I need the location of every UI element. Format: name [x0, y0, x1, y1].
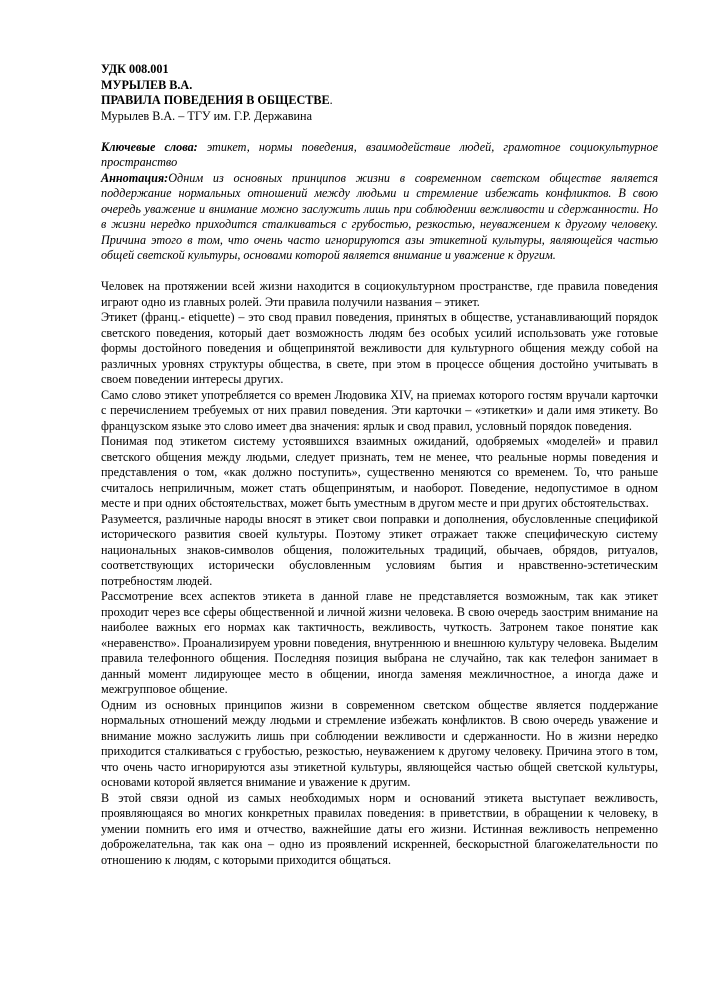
body-paragraph: Рассмотрение всех аспектов этикета в данной главе не представляется возможным, так как этикет проходит через все сферы общественной и личной жизни человека. В свою очередь заострим внимание на наиболее важных его нормах как тактичность, вежливость, чуткость. Затронем такое понятие как «неравенство». Проанализируем уровни поведения, внутреннюю и внешнюю культуру человека. Выделим правила телефонного общения. Последняя позиция выбрана не случайно, так как телефон занимает в данный момент лидирующее место в общении, иногда заменяя межличностное, а иногда даже и межгрупповое общение.: [101, 589, 658, 696]
article-title-text: ПРАВИЛА ПОВЕДЕНИЯ В ОБЩЕСТВЕ: [101, 93, 330, 107]
body-paragraph: В этой связи одной из самых необходимых норм и оснований этикета выступает вежливость, проявляющаяся во многих конкретных правилах поведения: в приветствии, в обращении к человеку, в умении помнить его имя и отчество, важнейшие даты его жизни. Истинная вежливость непременно доброжелательна, так как она – одно из проявлений искренней, бескорыстной благожелательности по отношению к людям, с которыми приходится общаться.: [101, 790, 658, 867]
author-name-caps: МУРЫЛЕВ В.А.: [101, 77, 193, 92]
abstract-block: [101, 171, 658, 264]
keywords-text: этикет, нормы поведения, взаимодействие людей, грамотное социокультурное пространство: [101, 139, 658, 169]
body-paragraph: Этикет (франц.- etiquette) – это свод правил поведения, принятых в обществе, устанавливающий порядок светского поведения, который дает возможность людям без особых усилий использовать уже готовые формы достойного поведения и общепринятой вежливости для культурного общения между собой на различных уровнях структуры общества, в свете, при этом в процессе общения достойно учитывать в своем поведении интересы других.: [101, 310, 658, 386]
body-paragraph: Разумеется, различные народы вносят в этикет свои поправки и дополнения, обусловленные спецификой исторического развития своей культуры. Поэтому этикет отражает также специфическую систему национальных знаков-символов общения, положительных традиций, обычаев, обрядов, ритуалов, соответствующих исторически обусловленным условиям бытия и нравственно-эстетическим потребностям людей.: [101, 511, 658, 588]
article-body: [101, 279, 658, 868]
abstract-text: Одним из основных принципов жизни в современном светском обществе является поддержание нормальных отношений между людьми и стремление избежать конфликтов. В свою очередь уважение и внимание можно заслужить лишь при соблюдении вежливости и сдержанности. Но в жизни нередко приходится сталкиваться с грубостью, резкостью, неуважением к другому человеку. Причина этого в том, что очень часто игнорируются азы этикетной культуры, являющейся частью общей светской культуры, основами которой является внимание и уважение к другим.: [101, 170, 658, 262]
body-paragraph: Понимая под этикетом систему устоявшихся взаимных ожиданий, одобряемых «моделей» и правил светского общения между людьми, следует признать, тем не менее, что реальные нормы поведения и представления о том, «как должно поступить», существенно меняются со временем. То, что раньше считалось неприличным, может стать общепринятым, и наоборот. Поведение, недопустимое в одном месте и при одних обстоятельствах, может быть уместным в другом месте и при других обстоятельствах.: [101, 434, 658, 510]
article-title-punct: .: [329, 93, 333, 107]
udk-code: УДК 008.001: [101, 62, 169, 76]
body-paragraph: Человек на протяжении всей жизни находится в социокультурном пространстве, где правила поведения играют одно из главных ролей. Эти правила получили названия – этикет.: [101, 279, 658, 309]
body-paragraph: Само слово этикет употребляется со времен Людовика XIV, на приемах которого гостям вручали карточки с перечислением требуемых от них правил поведения. Эти карточки – «этикетки» и дали имя этикету. Во французском языке это слово имеет два значения: ярлык и свод правил, условный порядок поведения.: [101, 387, 658, 433]
document-page: [101, 62, 658, 868]
abstract-label: Аннотация:: [101, 170, 169, 185]
header-spacer: [101, 124, 658, 140]
article-title: [101, 93, 658, 109]
keywords-label: Ключевые слова:: [101, 139, 198, 154]
keywords-block: [101, 140, 658, 171]
author-affiliation: Мурылев В.А. – ТГУ им. Г.Р. Державина: [101, 108, 312, 123]
body-paragraph: Одним из основных принципов жизни в современном светском обществе является поддержание нормальных отношений между людьми и стремление избежать конфликтов. В свою очередь уважение и внимание можно заслужить лишь при соблюдении вежливости и сдержанности. Но в жизни нередко приходится сталкиваться с грубостью, резкостью, неуважением к другому человеку. Причина этого в том, что очень часто игнорируются азы этикетной культуры, являющейся частью общей светской культуры, основами которой является внимание и уважение к другим.: [101, 697, 658, 789]
